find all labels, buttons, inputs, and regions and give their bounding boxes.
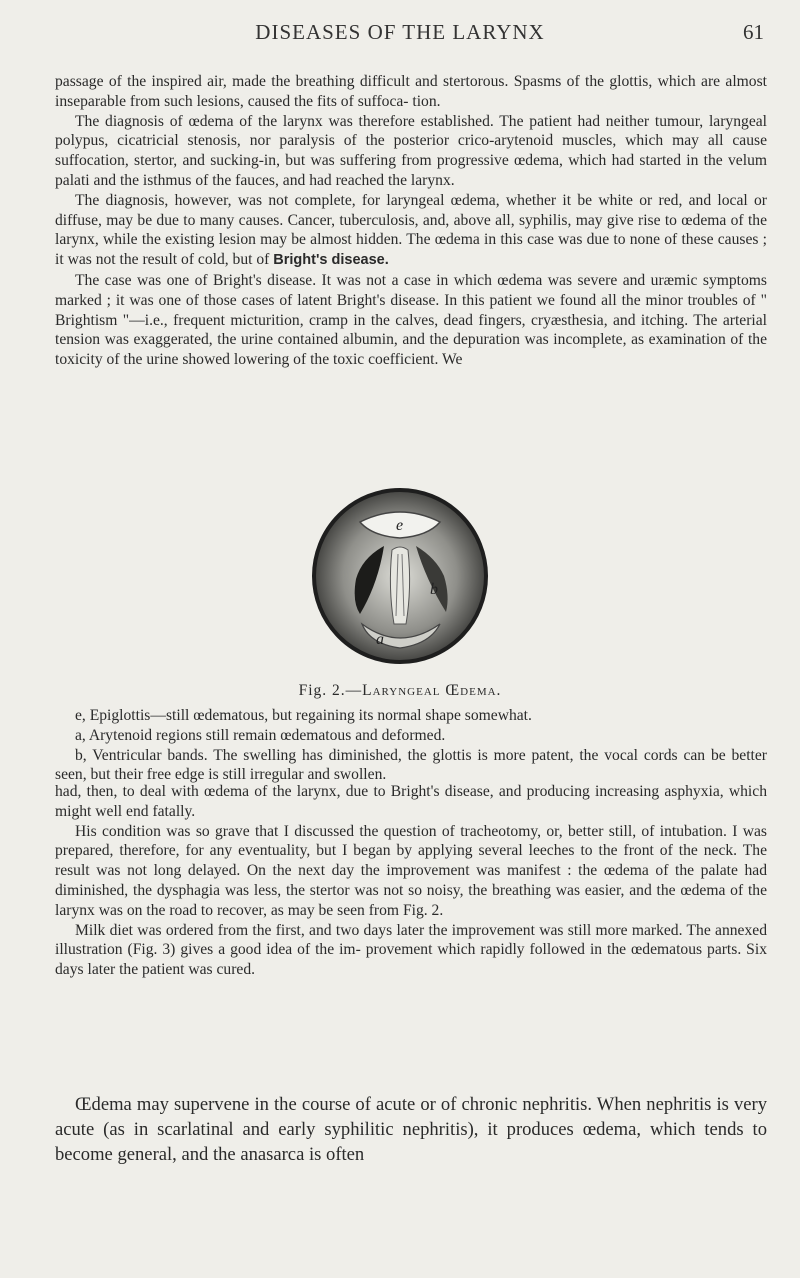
paragraph: His condition was so grave that I discussed the question of tracheotomy, or, better still, of intubation. I was prepared, therefore, for any eventuality, but I began by applying several leeches to the front of the neck. The result was not long delayed. On the next day the improvement was manifest : the œdema of the palate had diminished, the dysphagia was less, the stertor was not so noisy, the breathing was easier, and the œdema of the larynx was on the road to recover, as may be seen from Fig. 2. — [55, 822, 767, 919]
caption-title: Laryngeal Œdema. — [362, 682, 502, 699]
text-block-lower — [55, 1092, 767, 1167]
text-block-middle — [55, 782, 767, 980]
paragraph-text: The diagnosis, however, was not complete, for laryngeal œdema, whether it be white or red, and local or diffuse, may be due to many causes. Cancer, tuberculosis, and, above all, syphilis, may give rise to œdema of the larynx, while the existing lesion may be almost hidden. The œdema in this case was due to none of these causes ; it was not the result of cold, but of — [55, 191, 767, 269]
label-a: a — [376, 631, 384, 648]
running-head — [0, 20, 800, 50]
glottis-opening — [390, 547, 409, 624]
paragraph: had, then, to deal with œdema of the larynx, due to Bright's disease, and producing increasing asphyxia, which might well end fatally. — [55, 783, 767, 820]
page-number: 61 — [743, 20, 764, 44]
running-title: DISEASES OF THE LARYNX — [255, 20, 545, 44]
paragraph: Œdema may supervene in the course of acute or of chronic nephritis. When nephritis is very acute (as in scarlatinal and early syphilitic nephritis), it produces œdema, which tends to become general, and the anasarca is often — [55, 1094, 767, 1165]
legend-item-b: b, Ventricular bands. The swelling has diminished, the glottis is more patent, the vocal cords can be better seen, but their free edge is still irregular and swollen. — [55, 746, 767, 784]
larynx-illustration — [300, 484, 500, 668]
bold-phrase: Bright's disease. — [273, 252, 389, 269]
text-block-upper — [55, 72, 767, 370]
figure-legend — [55, 706, 767, 785]
paragraph: passage of the inspired air, made the breathing difficult and stertorous. Spasms of the glottis, which are almost inseparable from such lesions, caused the fits of suffoca- tion. — [55, 73, 767, 110]
legend-item-a: a, Arytenoid regions still remain œdematous and deformed. — [75, 726, 446, 744]
label-b: b — [430, 581, 438, 598]
caption-prefix: Fig. 2.— — [298, 682, 363, 699]
label-e: e — [396, 517, 404, 534]
figure-caption — [0, 682, 800, 700]
legend-item-e: e, Epiglottis—still œdematous, but regaining its normal shape somewhat. — [75, 707, 532, 724]
paragraph — [55, 191, 767, 271]
paragraph: Milk diet was ordered from the first, and two days later the improvement was still more marked. The annexed illustration (Fig. 3) gives a good idea of the im- provement which rapidly followed in the œdematous parts. Six days later the patient was cured. — [55, 921, 767, 979]
paragraph: The case was one of Bright's disease. It was not a case in which œdema was severe and uræmic symptoms marked ; it was one of those cases of latent Bright's disease. In this patient we found all the minor troubles of " Brightism "—i.e., frequent micturition, cramp in the calves, dead fingers, cryæsthesia, and itching. The arterial tension was exaggerated, the urine contained albumin, and the depuration was incomplete, as examination of the toxicity of the urine showed lowering of the toxic coefficient. We — [55, 271, 767, 369]
paragraph: The diagnosis of œdema of the larynx was therefore established. The patient had neither tumour, laryngeal polypus, cicatricial stenosis, nor paralysis of the posterior crico-arytenoid muscles, which may all cause suffocation, stertor, and sucking-in, but was suffering from progressive œdema, which had started in the velum palati and the isthmus of the fauces, and had reached the larynx. — [55, 112, 767, 189]
